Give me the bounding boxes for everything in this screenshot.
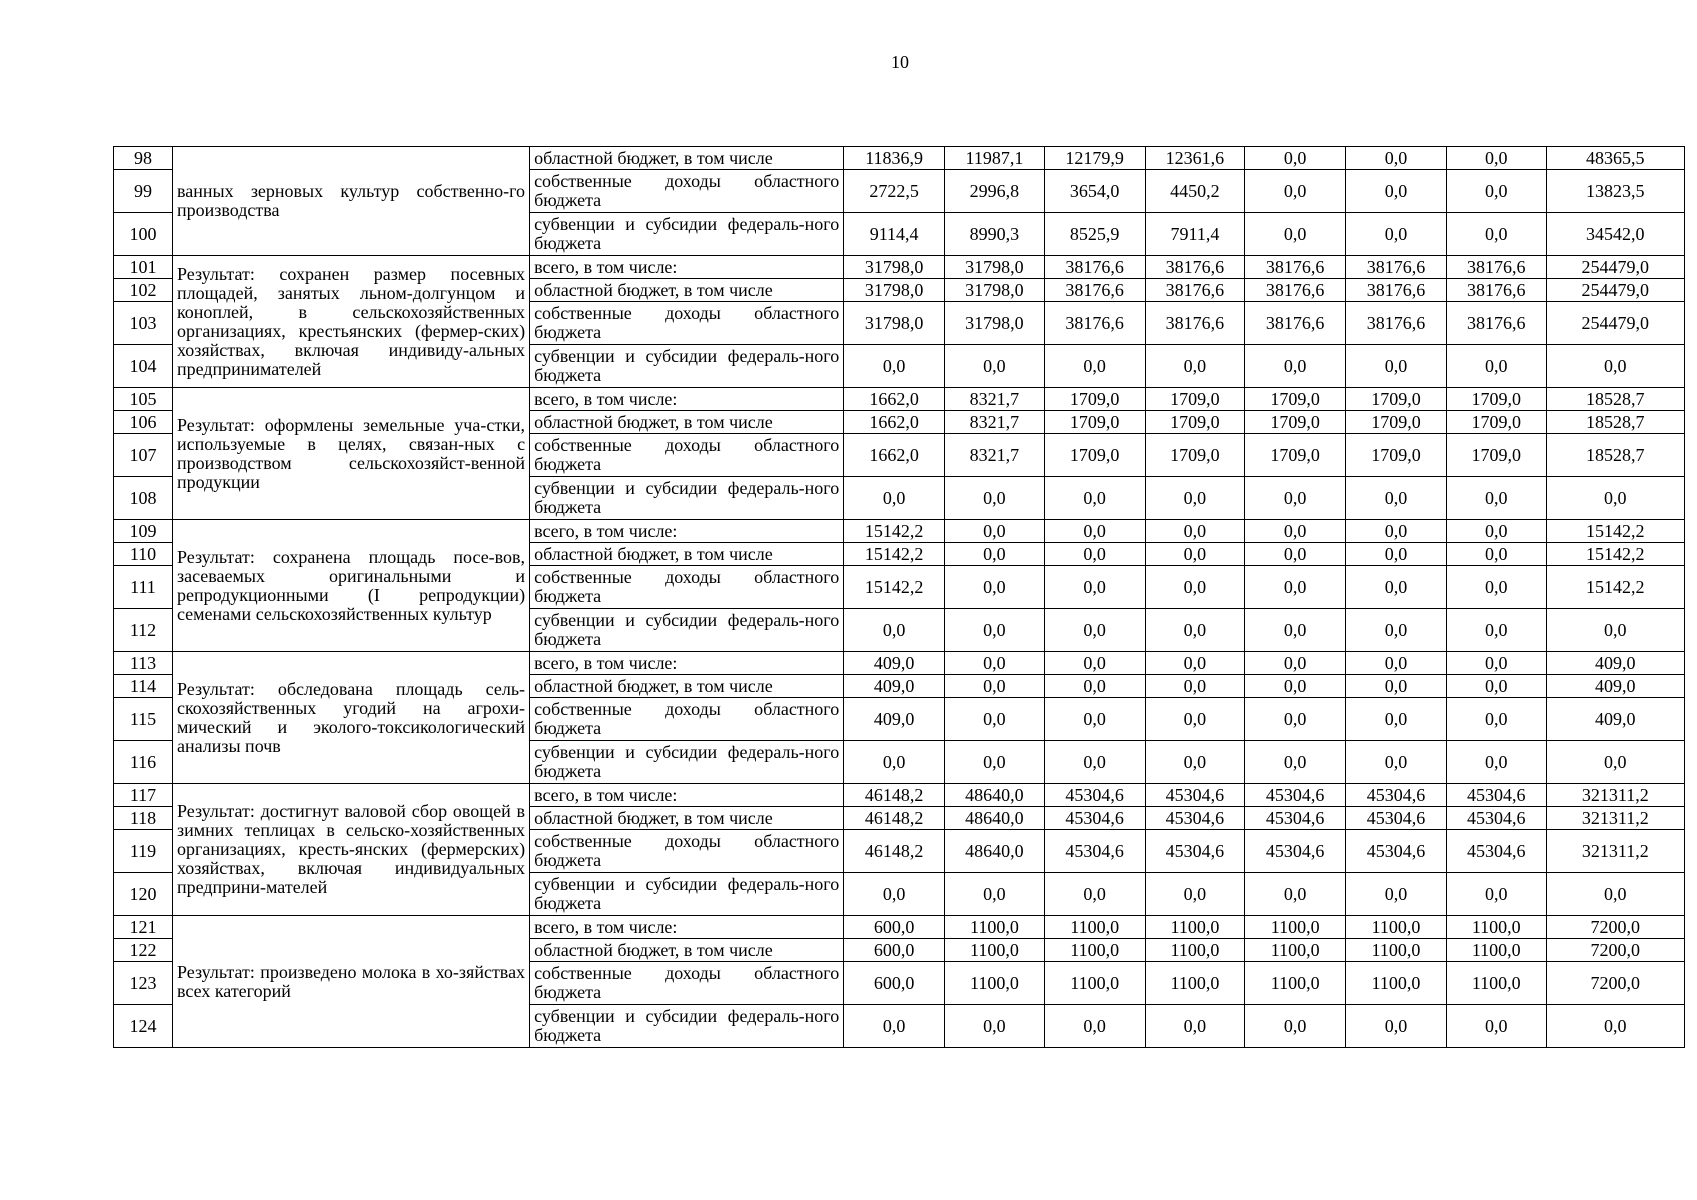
value-cell: 0,0 (1145, 477, 1245, 520)
value-cell: 0,0 (1245, 566, 1346, 609)
funding-source-label: областной бюджет, в том числе (530, 279, 844, 302)
value-cell: 0,0 (1346, 698, 1447, 741)
value-cell: 0,0 (1044, 345, 1145, 388)
value-cell: 1100,0 (1346, 939, 1447, 962)
funding-source-label: субвенции и субсидии федераль-ного бюджета (530, 609, 844, 652)
value-cell: 38176,6 (1145, 279, 1245, 302)
value-cell: 0,0 (1245, 698, 1346, 741)
value-cell: 0,0 (1446, 170, 1546, 213)
value-total-cell: 0,0 (1546, 741, 1684, 784)
funding-source-label: субвенции и субсидии федераль-ного бюджета (530, 873, 844, 916)
value-cell: 0,0 (1245, 652, 1346, 675)
value-cell: 1709,0 (1446, 434, 1546, 477)
value-cell: 0,0 (1145, 520, 1245, 543)
funding-source-label: областной бюджет, в том числе (530, 675, 844, 698)
row-number: 102 (114, 279, 173, 302)
value-cell: 1100,0 (1446, 916, 1546, 939)
value-cell: 38176,6 (1346, 256, 1447, 279)
value-cell: 0,0 (945, 741, 1045, 784)
result-description: Результат: достигнут валовой сбор овощей в зимних теплицах в сельско-хозяйственных организациях, кресть-янских (фермерских) хозяйствах, включая индивидуальных предприни-мателей (172, 784, 529, 916)
value-cell: 0,0 (1446, 566, 1546, 609)
value-total-cell: 34542,0 (1546, 213, 1684, 256)
value-cell: 600,0 (844, 962, 945, 1005)
value-total-cell: 254479,0 (1546, 256, 1684, 279)
value-cell: 8321,7 (945, 388, 1045, 411)
value-cell: 0,0 (1044, 873, 1145, 916)
value-cell: 0,0 (1245, 345, 1346, 388)
row-number: 98 (114, 147, 173, 170)
value-cell: 0,0 (1446, 1005, 1546, 1048)
value-cell: 0,0 (1346, 609, 1447, 652)
value-total-cell: 15142,2 (1546, 566, 1684, 609)
value-cell: 38176,6 (1245, 279, 1346, 302)
value-cell: 0,0 (1245, 213, 1346, 256)
value-total-cell: 18528,7 (1546, 388, 1684, 411)
value-cell: 45304,6 (1145, 830, 1245, 873)
row-number: 109 (114, 520, 173, 543)
value-cell: 0,0 (945, 520, 1045, 543)
value-cell: 1709,0 (1145, 388, 1245, 411)
value-cell: 48640,0 (945, 807, 1045, 830)
value-cell: 0,0 (1346, 741, 1447, 784)
value-cell: 0,0 (844, 477, 945, 520)
value-cell: 0,0 (1446, 675, 1546, 698)
value-cell: 0,0 (844, 873, 945, 916)
value-cell: 0,0 (844, 609, 945, 652)
value-cell: 600,0 (844, 939, 945, 962)
value-cell: 0,0 (1044, 609, 1145, 652)
value-cell: 0,0 (1346, 213, 1447, 256)
value-cell: 0,0 (1346, 170, 1447, 213)
value-cell: 0,0 (1044, 477, 1145, 520)
value-cell: 1100,0 (1044, 962, 1145, 1005)
funding-source-label: субвенции и субсидии федераль-ного бюджета (530, 477, 844, 520)
row-number: 121 (114, 916, 173, 939)
value-cell: 0,0 (1346, 520, 1447, 543)
value-cell: 7911,4 (1145, 213, 1245, 256)
value-total-cell: 321311,2 (1546, 807, 1684, 830)
funding-source-label: собственные доходы областного бюджета (530, 566, 844, 609)
value-cell: 0,0 (1044, 652, 1145, 675)
funding-source-label: всего, в том числе: (530, 388, 844, 411)
value-cell: 15142,2 (844, 520, 945, 543)
value-cell: 38176,6 (1446, 256, 1546, 279)
value-cell: 1662,0 (844, 411, 945, 434)
value-cell: 45304,6 (1446, 807, 1546, 830)
value-cell: 1709,0 (1044, 411, 1145, 434)
value-cell: 0,0 (1044, 698, 1145, 741)
funding-source-label: субвенции и субсидии федераль-ного бюджета (530, 213, 844, 256)
result-description: Результат: сохранен размер посевных площадей, занятых льном-долгунцом и коноплей, в сельскохозяйственных организациях, крестьянских (фермер-ских) хозяйствах, включая индивиду-альных предпринимателей (172, 256, 529, 388)
value-cell: 0,0 (1446, 698, 1546, 741)
value-cell: 45304,6 (1346, 830, 1447, 873)
funding-source-label: собственные доходы областного бюджета (530, 962, 844, 1005)
value-cell: 0,0 (1145, 675, 1245, 698)
value-total-cell: 15142,2 (1546, 543, 1684, 566)
value-cell: 1709,0 (1044, 434, 1145, 477)
value-cell: 0,0 (1044, 675, 1145, 698)
value-cell: 1100,0 (1346, 916, 1447, 939)
value-cell: 38176,6 (1446, 302, 1546, 345)
value-cell: 45304,6 (1145, 807, 1245, 830)
value-cell: 1709,0 (1145, 434, 1245, 477)
value-cell: 46148,2 (844, 784, 945, 807)
value-cell: 1100,0 (1044, 916, 1145, 939)
value-cell: 0,0 (1145, 873, 1245, 916)
value-cell: 0,0 (1346, 477, 1447, 520)
value-cell: 15142,2 (844, 566, 945, 609)
row-number: 118 (114, 807, 173, 830)
value-cell: 0,0 (1145, 566, 1245, 609)
value-cell: 0,0 (945, 698, 1045, 741)
value-cell: 0,0 (1145, 698, 1245, 741)
value-total-cell: 0,0 (1546, 1005, 1684, 1048)
value-cell: 1100,0 (1145, 962, 1245, 1005)
row-number: 107 (114, 434, 173, 477)
value-cell: 0,0 (1446, 345, 1546, 388)
value-cell: 4450,2 (1145, 170, 1245, 213)
value-cell: 0,0 (1446, 873, 1546, 916)
value-cell: 0,0 (844, 741, 945, 784)
value-cell: 0,0 (844, 1005, 945, 1048)
row-number: 116 (114, 741, 173, 784)
row-number: 123 (114, 962, 173, 1005)
table-row (114, 256, 1685, 279)
value-cell: 0,0 (1044, 566, 1145, 609)
value-total-cell: 15142,2 (1546, 520, 1684, 543)
row-number: 120 (114, 873, 173, 916)
value-cell: 0,0 (945, 873, 1045, 916)
value-cell: 0,0 (1044, 741, 1145, 784)
value-cell: 46148,2 (844, 830, 945, 873)
funding-source-label: областной бюджет, в том числе (530, 543, 844, 566)
value-total-cell: 321311,2 (1546, 784, 1684, 807)
value-cell: 0,0 (945, 609, 1045, 652)
value-cell: 0,0 (1245, 609, 1346, 652)
value-cell: 1100,0 (1446, 962, 1546, 1005)
value-total-cell: 254479,0 (1546, 302, 1684, 345)
value-cell: 0,0 (1446, 741, 1546, 784)
row-number: 119 (114, 830, 173, 873)
value-cell: 409,0 (844, 698, 945, 741)
funding-source-label: всего, в том числе: (530, 520, 844, 543)
budget-table (113, 146, 1685, 1048)
value-cell: 0,0 (1346, 675, 1447, 698)
value-cell: 1100,0 (1446, 939, 1546, 962)
funding-source-label: областной бюджет, в том числе (530, 411, 844, 434)
value-cell: 31798,0 (945, 256, 1045, 279)
value-total-cell: 254479,0 (1546, 279, 1684, 302)
row-number: 101 (114, 256, 173, 279)
result-description: Результат: сохранена площадь посе-вов, засеваемых оригинальными и репродукционными (I репродукции) семенами сельскохозяйственных культур (172, 520, 529, 652)
value-cell: 38176,6 (1044, 256, 1145, 279)
value-cell: 46148,2 (844, 807, 945, 830)
result-description: Результат: обследована площадь сель-скохозяйственных угодий на агрохи-мический и эколого-токсикологический анализы почв (172, 652, 529, 784)
value-cell: 0,0 (1245, 543, 1346, 566)
value-cell: 0,0 (1446, 147, 1546, 170)
value-cell: 0,0 (945, 566, 1045, 609)
value-cell: 48640,0 (945, 830, 1045, 873)
row-number: 99 (114, 170, 173, 213)
value-cell: 1100,0 (945, 962, 1045, 1005)
value-cell: 0,0 (1145, 741, 1245, 784)
row-number: 115 (114, 698, 173, 741)
value-cell: 0,0 (945, 675, 1045, 698)
row-number: 105 (114, 388, 173, 411)
value-cell: 0,0 (1245, 1005, 1346, 1048)
value-cell: 0,0 (1044, 1005, 1145, 1048)
value-cell: 8321,7 (945, 434, 1045, 477)
funding-source-label: собственные доходы областного бюджета (530, 170, 844, 213)
value-cell: 1709,0 (1145, 411, 1245, 434)
value-total-cell: 409,0 (1546, 698, 1684, 741)
value-cell: 38176,6 (1145, 256, 1245, 279)
value-cell: 45304,6 (1245, 830, 1346, 873)
value-cell: 0,0 (1346, 566, 1447, 609)
funding-source-label: собственные доходы областного бюджета (530, 830, 844, 873)
value-cell: 0,0 (1346, 652, 1447, 675)
value-cell: 45304,6 (1044, 784, 1145, 807)
value-cell: 45304,6 (1044, 807, 1145, 830)
funding-source-label: собственные доходы областного бюджета (530, 698, 844, 741)
value-cell: 48640,0 (945, 784, 1045, 807)
value-cell: 0,0 (1346, 543, 1447, 566)
table-row (114, 916, 1685, 939)
table-row (114, 784, 1685, 807)
value-cell: 45304,6 (1346, 807, 1447, 830)
funding-source-label: всего, в том числе: (530, 916, 844, 939)
value-cell: 1100,0 (1145, 939, 1245, 962)
value-cell: 38176,6 (1346, 279, 1447, 302)
row-number: 117 (114, 784, 173, 807)
funding-source-label: всего, в том числе: (530, 652, 844, 675)
value-cell: 0,0 (1145, 543, 1245, 566)
value-cell: 0,0 (945, 345, 1045, 388)
value-total-cell: 0,0 (1546, 345, 1684, 388)
value-cell: 1100,0 (945, 939, 1045, 962)
value-cell: 38176,6 (1245, 302, 1346, 345)
value-cell: 1100,0 (1245, 916, 1346, 939)
value-total-cell: 7200,0 (1546, 916, 1684, 939)
table-body (114, 147, 1685, 1048)
row-number: 122 (114, 939, 173, 962)
value-total-cell: 18528,7 (1546, 411, 1684, 434)
value-cell: 0,0 (1446, 213, 1546, 256)
value-cell: 9114,4 (844, 213, 945, 256)
result-description: Результат: оформлены земельные уча-стки, используемые в целях, связан-ных с производством сельскохозяйст-венной продукции (172, 388, 529, 520)
value-cell: 0,0 (1044, 543, 1145, 566)
value-cell: 1100,0 (1145, 916, 1245, 939)
row-number: 114 (114, 675, 173, 698)
value-cell: 409,0 (844, 675, 945, 698)
result-description: Результат: произведено молока в хо-зяйствах всех категорий (172, 916, 529, 1048)
value-total-cell: 0,0 (1546, 873, 1684, 916)
value-cell: 0,0 (1245, 741, 1346, 784)
value-cell: 0,0 (1145, 652, 1245, 675)
value-cell: 45304,6 (1245, 807, 1346, 830)
value-cell: 0,0 (945, 477, 1045, 520)
value-cell: 45304,6 (1145, 784, 1245, 807)
value-cell: 0,0 (945, 652, 1045, 675)
value-cell: 8990,3 (945, 213, 1045, 256)
value-cell: 1100,0 (1346, 962, 1447, 1005)
value-cell: 31798,0 (945, 302, 1045, 345)
value-cell: 0,0 (1245, 170, 1346, 213)
value-cell: 1100,0 (1044, 939, 1145, 962)
value-total-cell: 321311,2 (1546, 830, 1684, 873)
value-cell: 45304,6 (1245, 784, 1346, 807)
value-cell: 8525,9 (1044, 213, 1145, 256)
value-cell: 0,0 (1245, 147, 1346, 170)
value-cell: 45304,6 (1446, 830, 1546, 873)
value-cell: 0,0 (1446, 477, 1546, 520)
value-cell: 2996,8 (945, 170, 1045, 213)
value-cell: 1100,0 (1245, 962, 1346, 1005)
row-number: 113 (114, 652, 173, 675)
funding-source-label: субвенции и субсидии федераль-ного бюджета (530, 345, 844, 388)
value-cell: 38176,6 (1446, 279, 1546, 302)
value-cell: 1709,0 (1346, 411, 1447, 434)
row-number: 124 (114, 1005, 173, 1048)
funding-source-label: субвенции и субсидии федераль-ного бюджета (530, 741, 844, 784)
value-total-cell: 48365,5 (1546, 147, 1684, 170)
value-cell: 38176,6 (1145, 302, 1245, 345)
value-cell: 0,0 (1446, 609, 1546, 652)
funding-source-label: всего, в том числе: (530, 256, 844, 279)
funding-source-label: всего, в том числе: (530, 784, 844, 807)
value-cell: 1709,0 (1245, 388, 1346, 411)
funding-source-label: собственные доходы областного бюджета (530, 434, 844, 477)
value-total-cell: 409,0 (1546, 675, 1684, 698)
value-cell: 409,0 (844, 652, 945, 675)
value-cell: 45304,6 (1044, 830, 1145, 873)
value-cell: 0,0 (1446, 543, 1546, 566)
value-cell: 31798,0 (844, 279, 945, 302)
value-cell: 0,0 (1245, 675, 1346, 698)
value-cell: 38176,6 (1346, 302, 1447, 345)
value-cell: 0,0 (844, 345, 945, 388)
value-cell: 1662,0 (844, 388, 945, 411)
value-cell: 31798,0 (945, 279, 1045, 302)
row-number: 106 (114, 411, 173, 434)
value-cell: 1709,0 (1346, 388, 1447, 411)
value-cell: 11987,1 (945, 147, 1045, 170)
value-cell: 0,0 (1145, 1005, 1245, 1048)
result-description: ванных зерновых культур собственно-го производства (172, 147, 529, 256)
value-cell: 1709,0 (1245, 411, 1346, 434)
value-cell: 11836,9 (844, 147, 945, 170)
value-cell: 0,0 (1245, 477, 1346, 520)
value-cell: 600,0 (844, 916, 945, 939)
row-number: 111 (114, 566, 173, 609)
value-cell: 8321,7 (945, 411, 1045, 434)
funding-source-label: областной бюджет, в том числе (530, 807, 844, 830)
value-cell: 0,0 (1346, 345, 1447, 388)
value-total-cell: 0,0 (1546, 477, 1684, 520)
value-total-cell: 13823,5 (1546, 170, 1684, 213)
row-number: 112 (114, 609, 173, 652)
value-cell: 1662,0 (844, 434, 945, 477)
value-cell: 12361,6 (1145, 147, 1245, 170)
value-cell: 31798,0 (844, 302, 945, 345)
row-number: 104 (114, 345, 173, 388)
value-cell: 0,0 (1346, 873, 1447, 916)
page-number: 10 (891, 52, 909, 72)
value-cell: 38176,6 (1044, 302, 1145, 345)
value-cell: 45304,6 (1346, 784, 1447, 807)
funding-source-label: областной бюджет, в том числе (530, 939, 844, 962)
value-cell: 0,0 (1446, 520, 1546, 543)
value-cell: 1709,0 (1245, 434, 1346, 477)
funding-source-label: областной бюджет, в том числе (530, 147, 844, 170)
value-total-cell: 409,0 (1546, 652, 1684, 675)
row-number: 108 (114, 477, 173, 520)
value-total-cell: 0,0 (1546, 609, 1684, 652)
value-cell: 1709,0 (1446, 411, 1546, 434)
value-cell: 0,0 (1446, 652, 1546, 675)
row-number: 100 (114, 213, 173, 256)
value-cell: 1100,0 (1245, 939, 1346, 962)
value-cell: 0,0 (1346, 147, 1447, 170)
row-number: 110 (114, 543, 173, 566)
value-cell: 15142,2 (844, 543, 945, 566)
value-cell: 0,0 (1145, 345, 1245, 388)
table-row (114, 388, 1685, 411)
table-row (114, 520, 1685, 543)
value-cell: 0,0 (1245, 520, 1346, 543)
value-total-cell: 7200,0 (1546, 962, 1684, 1005)
value-total-cell: 18528,7 (1546, 434, 1684, 477)
value-cell: 31798,0 (844, 256, 945, 279)
value-cell: 0,0 (1346, 1005, 1447, 1048)
value-cell: 1100,0 (945, 916, 1045, 939)
value-cell: 1709,0 (1346, 434, 1447, 477)
row-number: 103 (114, 302, 173, 345)
value-cell: 1709,0 (1044, 388, 1145, 411)
funding-source-label: собственные доходы областного бюджета (530, 302, 844, 345)
value-cell: 0,0 (945, 1005, 1045, 1048)
funding-source-label: субвенции и субсидии федераль-ного бюджета (530, 1005, 844, 1048)
value-cell: 12179,9 (1044, 147, 1145, 170)
value-cell: 1709,0 (1446, 388, 1546, 411)
value-cell: 0,0 (945, 543, 1045, 566)
value-cell: 38176,6 (1245, 256, 1346, 279)
value-cell: 45304,6 (1446, 784, 1546, 807)
value-cell: 0,0 (1044, 520, 1145, 543)
value-cell: 2722,5 (844, 170, 945, 213)
table-row (114, 147, 1685, 170)
value-cell: 38176,6 (1044, 279, 1145, 302)
value-cell: 0,0 (1245, 873, 1346, 916)
value-total-cell: 7200,0 (1546, 939, 1684, 962)
value-cell: 0,0 (1145, 609, 1245, 652)
value-cell: 3654,0 (1044, 170, 1145, 213)
table-row (114, 652, 1685, 675)
